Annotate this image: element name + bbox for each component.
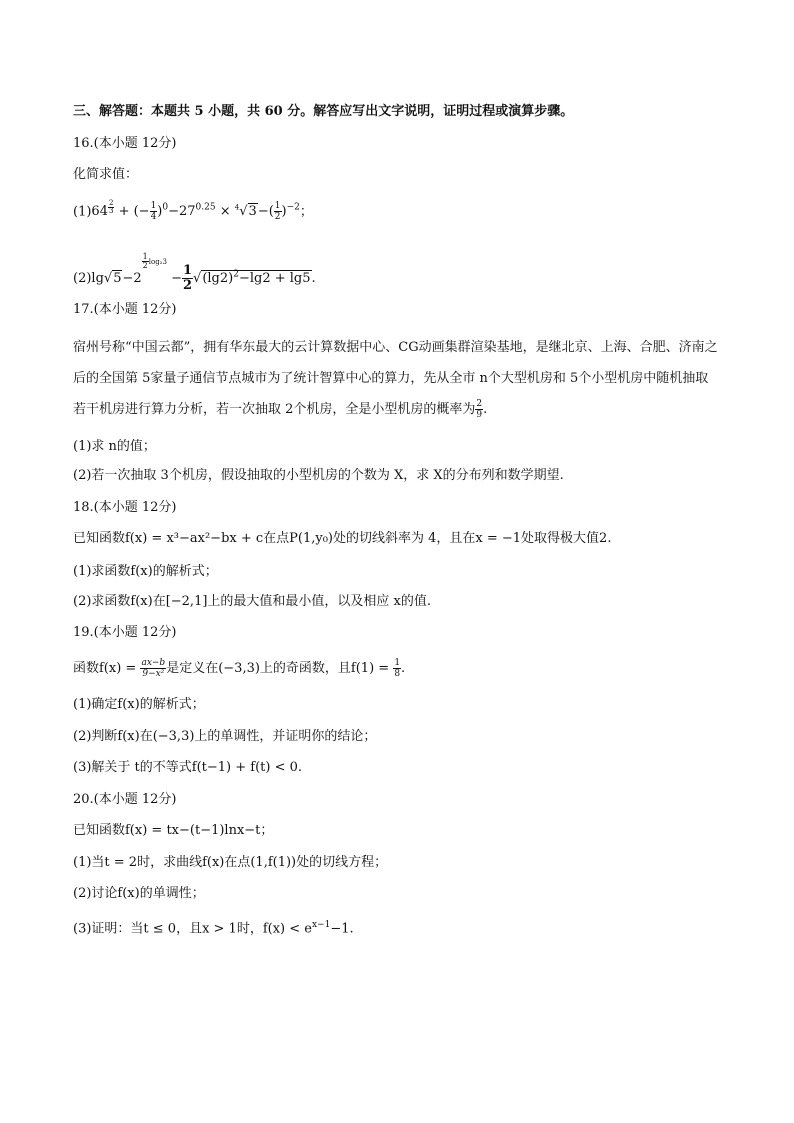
q18-stem: 已知函数f(x) = x³−ax²−bx + c在点P(1,y₀)处的切线斜率为 4，且在x = −1处取得极大值2. [73,531,612,546]
q18-title: 18.(本小题 12分) [73,500,177,515]
q16-part1-tail: ； [299,204,313,220]
q17-stem-text: 宿州号称“中国云都”，拥有华东最大的云计算数据中心、CG动画集群渲染基地，是继北京、上海、合肥、济南之后的全国第 5家量子通信节点城市为了统计智算中心的算力，先从全市 n个大型机房和 5个小型机房中随机抽取若干机房进行算力分析，若一次抽取 2个机房，全是小型机房的概率为 [73,340,718,417]
q20-part3: (3)证明：当t ≤ 0，且x > 1时，$f(x) < e^{x-1}-1$. [73,920,354,937]
q20-part2: (2)讨论f(x)的单调性； [73,886,205,901]
q17-probability-fraction: $\frac{2}{9}$ [476,399,483,420]
q16-part2-tail: . [311,271,316,286]
q18-part1: (1)求函数f(x)的解析式； [73,564,218,579]
q20-stem: 已知函数f(x) = tx−(t−1)lnx−t； [73,823,274,838]
q16-part1-label: (1) [73,204,92,220]
q19-function-fraction: $\frac{ax-b}{\text{9−x²}}$ [141,658,166,679]
q19-value-fraction: $\frac{1}{8}$ [394,658,401,679]
q20-part1: (1)当t = 2时，求曲线f(x)在点(1,f(1))处的切线方程； [73,855,388,870]
q16-stem: 化简求值： [73,167,139,182]
q17-part1: (1)求 n的值； [73,439,156,454]
q19-part2: (2)判断f(x)在(−3,3)上的单调性，并证明你的结论； [73,729,377,744]
q16-part2-formula: lg√5−2 $^{\frac{1}{2} log_23}$ − $\frac{1}{2}$ $√(\lg 2)^2-\lg 2 + \lg 5$ [91,252,311,293]
q19-stem: 函数f(x) = $\frac{ax-b}{\text{9−x²}}$ 是定义在(−3,3)上的奇函数，且f(1) = $\frac{1}{8}$ . [73,658,406,679]
q17-part2: (2)若一次抽取 3个机房，假设抽取的小型机房的个数为 X，求 X的分布列和数学期望. [73,468,564,483]
q17-title: 17.(本小题 12分) [73,302,177,317]
q18-part2: (2)求函数f(x)在[−2,1]上的最大值和最小值，以及相应 x的值. [73,594,432,609]
section-header: 三、解答题：本题共 5 小题，共 60 分。解答应写出文字说明，证明过程或演算步骤。 [73,104,574,119]
q16-part1-formula: 64 $^{\frac{2}{3}}$ + (− $\frac{1}{4}$ )$^0-27^{0.25} \times ^4√3-$( $\frac{1}{2}$ )$^{-2}$ [91,199,300,223]
q16-title: 16.(本小题 12分) [73,136,177,151]
q19-part3: (3)解关于 t的不等式f(t−1) + f(t) < 0. [73,760,303,775]
q19-title: 19.(本小题 12分) [73,625,177,640]
q16-part2-label: (2) [73,271,92,286]
q17-stem: 宿州号称“中国云都”，拥有华东最大的云计算数据中心、CG动画集群渲染基地，是继北京、上海、合肥、济南之后的全国第 5家量子通信节点城市为了统计智算中心的算力，先从全市 n个大型机房和 5个小型机房中随机抽取若干机房进行算力分析，若一次抽取 2个机房，全是小型机房的概率为 $\frac{2}{9}$ . [73,340,718,420]
q16-part2 [73,253,316,293]
q20-title: 20.(本小题 12分) [73,792,177,807]
q19-part1: (1)确定f(x)的解析式； [73,697,205,712]
q16-part1 [73,199,313,222]
